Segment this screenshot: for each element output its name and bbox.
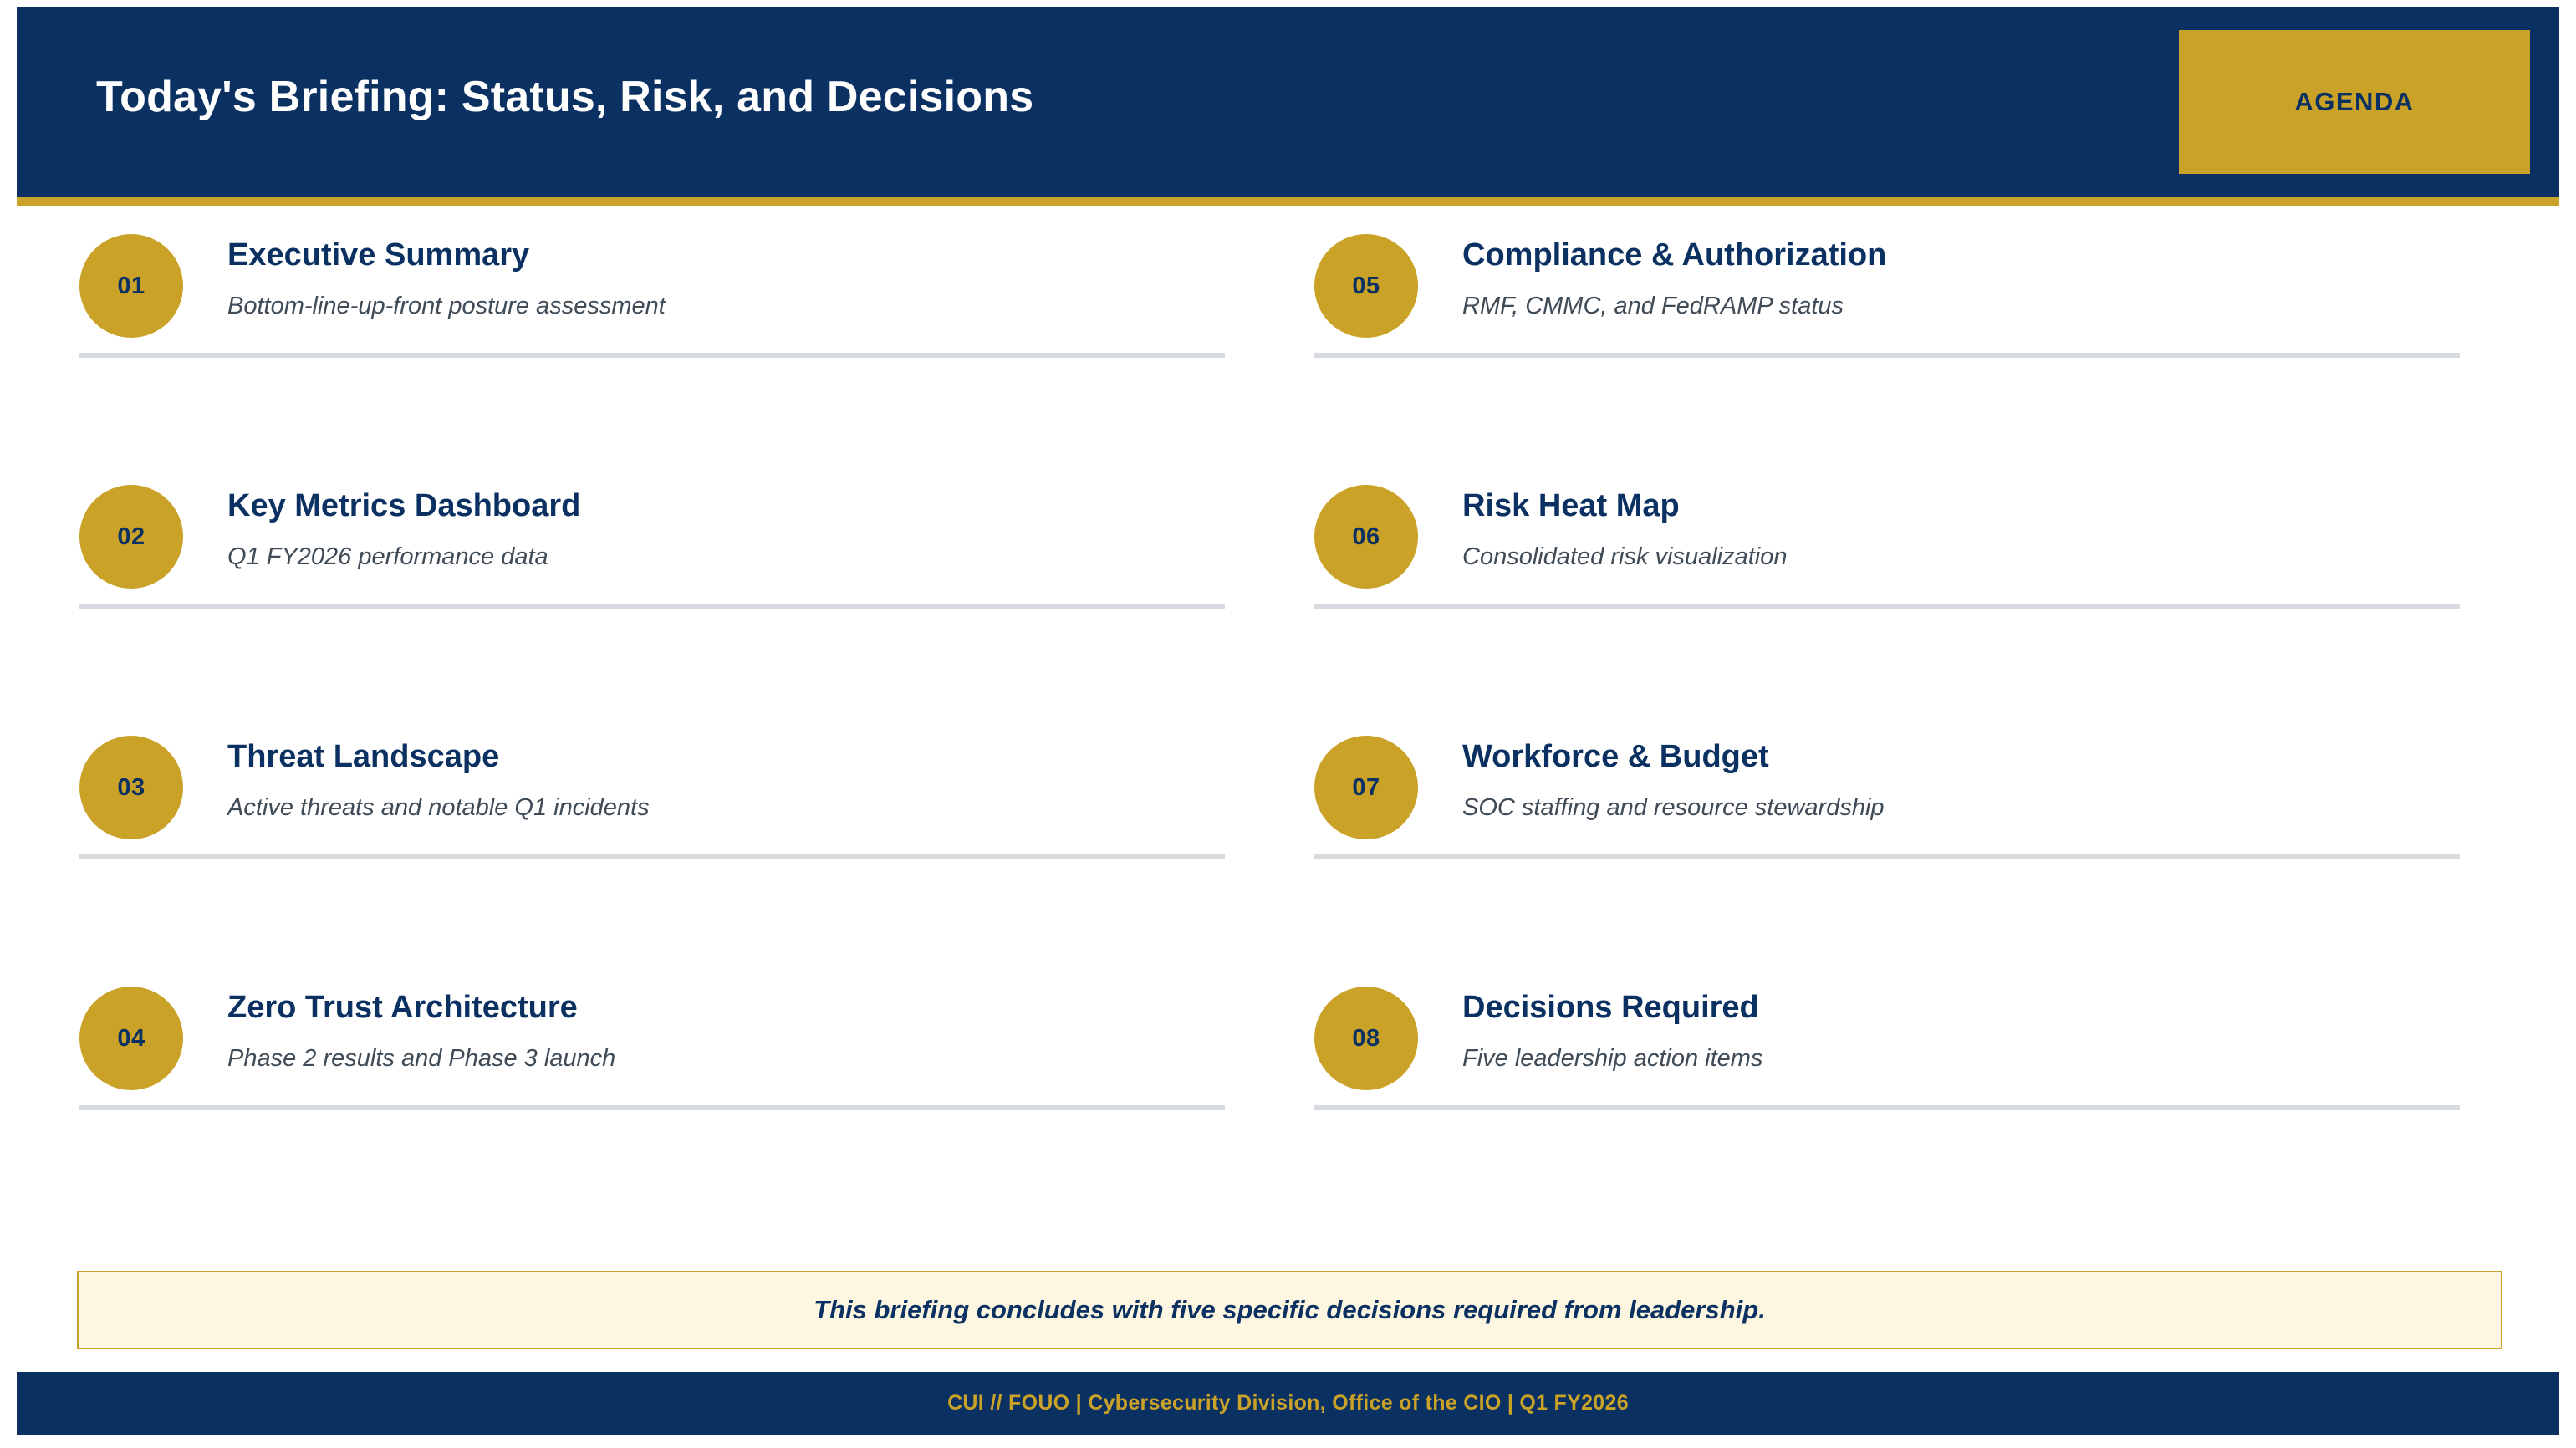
- agenda-item-subtitle: SOC staffing and resource stewardship: [1462, 794, 1885, 821]
- agenda-item-title: Decisions Required: [1462, 990, 1759, 1025]
- footer-text: CUI // FOUO | Cybersecurity Division, Office of the CIO | Q1 FY2026: [947, 1391, 1629, 1415]
- agenda-number: 05: [1352, 272, 1380, 299]
- agenda-item-subtitle: Bottom-line-up-front posture assessment: [227, 293, 666, 319]
- agenda-item-subtitle: Q1 FY2026 performance data: [227, 543, 548, 570]
- divider: [1314, 604, 2460, 609]
- agenda-item-05[interactable]: [1314, 219, 2460, 374]
- divider: [79, 1105, 1225, 1110]
- agenda-item-01[interactable]: [79, 219, 1225, 374]
- divider: [79, 604, 1225, 609]
- divider: [79, 353, 1225, 358]
- header-accent-bar: [17, 197, 2559, 206]
- agenda-number: 01: [117, 272, 145, 299]
- agenda-number: 02: [117, 523, 145, 550]
- agenda-item-title: Threat Landscape: [227, 739, 500, 774]
- agenda-list: [0, 219, 2576, 1239]
- agenda-item-title: Executive Summary: [227, 237, 530, 273]
- agenda-item-title: Key Metrics Dashboard: [227, 488, 581, 523]
- agenda-number-badge: [79, 234, 183, 338]
- agenda-number: 06: [1352, 523, 1380, 550]
- agenda-number-badge: [79, 987, 183, 1090]
- slide-header: [17, 7, 2559, 197]
- agenda-item-subtitle: Consolidated risk visualization: [1462, 543, 1788, 570]
- agenda-item-03[interactable]: [79, 721, 1225, 875]
- agenda-item-08[interactable]: [1314, 971, 2460, 1126]
- agenda-number: 03: [117, 773, 145, 801]
- agenda-item-07[interactable]: [1314, 721, 2460, 875]
- divider: [79, 854, 1225, 859]
- agenda-number: 08: [1352, 1024, 1380, 1052]
- agenda-item-title: Compliance & Authorization: [1462, 237, 1887, 273]
- page-title: Today's Briefing: Status, Risk, and Decisions: [96, 73, 1034, 121]
- agenda-number: 04: [117, 1024, 145, 1052]
- agenda-item-subtitle: RMF, CMMC, and FedRAMP status: [1462, 293, 1844, 319]
- agenda-item-02[interactable]: [79, 470, 1225, 625]
- agenda-number: 07: [1352, 773, 1380, 801]
- agenda-item-subtitle: Five leadership action items: [1462, 1045, 1763, 1072]
- agenda-item-06[interactable]: [1314, 470, 2460, 625]
- divider: [1314, 854, 2460, 859]
- slide-footer: [17, 1372, 2559, 1435]
- agenda-number-badge: [1314, 485, 1418, 589]
- agenda-item-title: Risk Heat Map: [1462, 488, 1680, 523]
- agenda-number-badge: [1314, 736, 1418, 839]
- agenda-badge-label: AGENDA: [2294, 87, 2415, 116]
- agenda-item-title: Zero Trust Architecture: [227, 990, 578, 1025]
- agenda-item-subtitle: Phase 2 results and Phase 3 launch: [227, 1045, 616, 1072]
- agenda-item-04[interactable]: [79, 971, 1225, 1126]
- callout-text: This briefing concludes with five specific decisions required from leadership.: [814, 1295, 1766, 1324]
- agenda-number-badge: [1314, 987, 1418, 1090]
- callout-box: [77, 1271, 2502, 1349]
- agenda-number-badge: [79, 485, 183, 589]
- agenda-item-title: Workforce & Budget: [1462, 739, 1769, 774]
- agenda-badge: [2179, 30, 2530, 174]
- divider: [1314, 1105, 2460, 1110]
- agenda-item-subtitle: Active threats and notable Q1 incidents: [227, 794, 650, 821]
- divider: [1314, 353, 2460, 358]
- agenda-number-badge: [79, 736, 183, 839]
- agenda-number-badge: [1314, 234, 1418, 338]
